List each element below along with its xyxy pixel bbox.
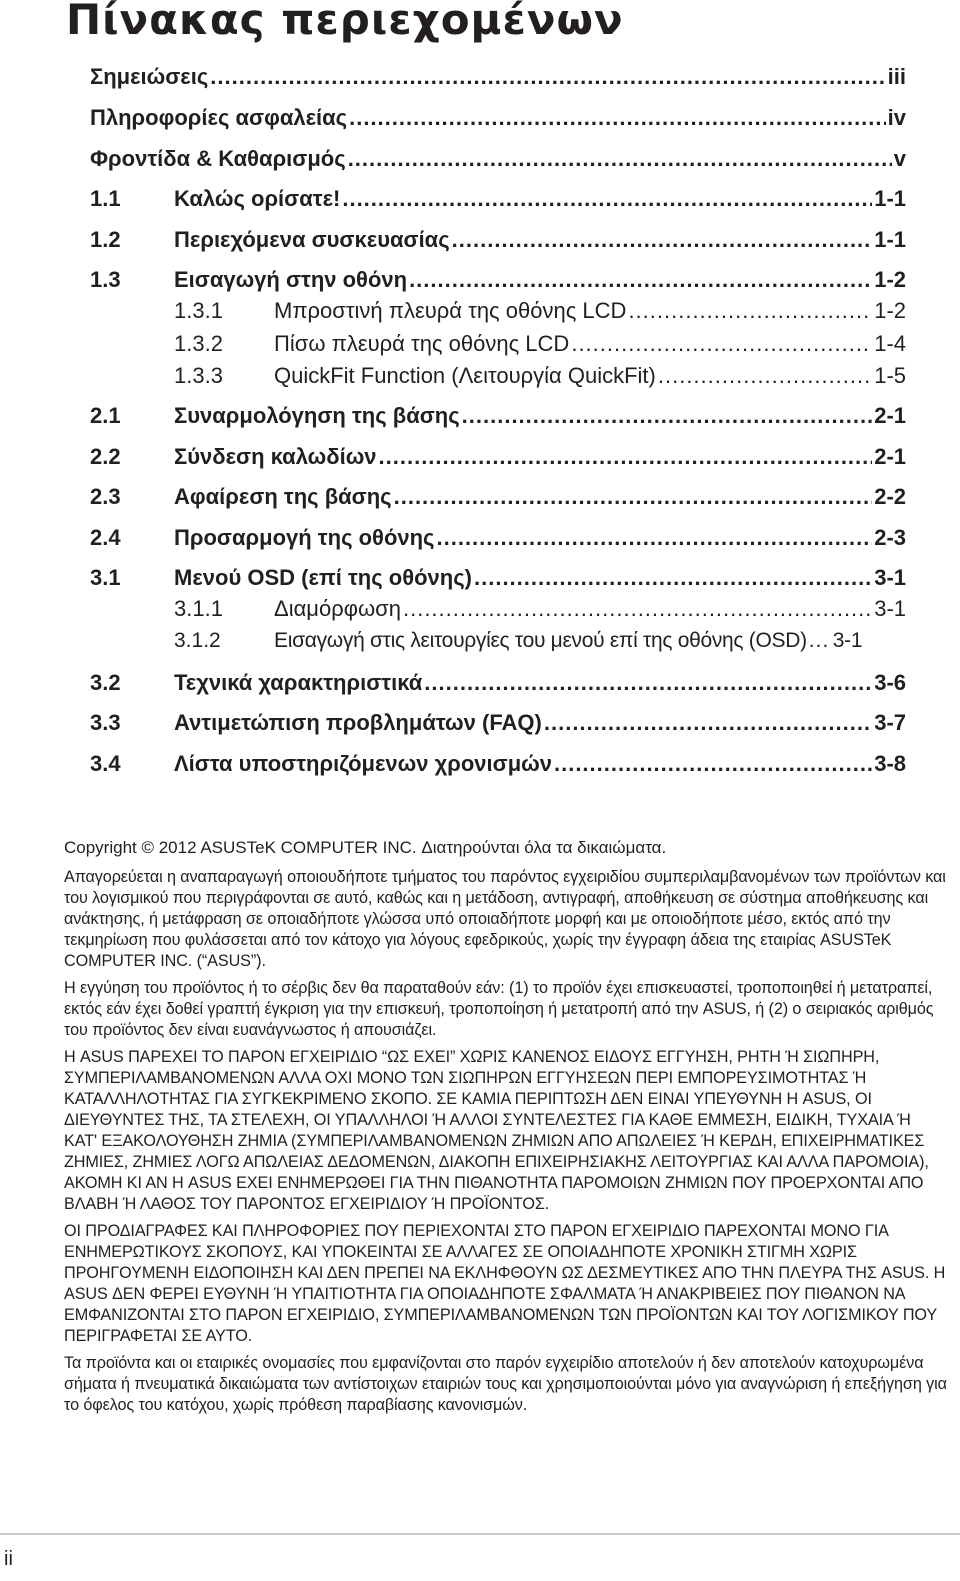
toc-entry-3-1[interactable] [90,563,906,593]
toc-entry-label: QuickFit Function (Λειτουργία QuickFit) [274,363,656,388]
toc-leader-dots [403,594,872,624]
toc-entry-label: Σημειώσεις [90,64,209,89]
toc-entry-page: 1-1 [874,186,906,211]
legal-paragraph-specifications: ΟΙ ΠΡΟΔΙΑΓΡΑΦΕΣ ΚΑΙ ΠΛΗΡΟΦΟΡΙΕΣ ΠΟΥ ΠΕΡΙΕΧΟΝΤΑΙ ΣΤΟ ΠΑΡΟΝ ΕΓΧΕΙΡΙΔΙΟ ΠΑΡΕΧΟΝΤΑΙ ΜΟΝΟ ΓΙΑ ΕΝΗΜΕΡΩΤΙΚΟΥΣ ΣΚΟΠΟΥΣ, ΚΑΙ ΥΠΟΚΕΙΝΤΑΙ ΣΕ ΑΛΛΑΓΕΣ ΣΕ ΟΠΟΙΑΔΗΠΟΤΕ ΧΡΟΝΙΚΗ ΣΤΙΓΜΗ ΧΩΡΙΣ ΠΡΟΗΓΟΥΜΕΝΗ ΕΙΔΟΠΟΙΗΣΗ ΚΑΙ ΔΕΝ ΠΡΕΠΕΙ ΝΑ ΕΚΛΗΦΘΟΥΝ ΩΣ ΔΕΣΜΕΥΤΙΚΕΣ ΑΠΟ ΤΗΝ ΠΛΕΥΡΑ ΤΗΣ ASUS. Η ASUS ΔΕΝ ΦΕΡΕΙ ΕΥΘΥΝΗ Ή ΥΠΑΙΤΙΟΤΗΤΑ ΓΙΑ ΟΠΟΙΑΔΗΠΟΤΕ ΣΦΑΛΜΑΤΑ Ή ΑΝΑΚΡΙΒΕΙΕΣ ΠΟΥ ΠΙΘΑΝΟΝ ΝΑ ΕΜΦΑΝΙΖΟΝΤΑΙ ΣΤΟ ΠΑΡΟΝ ΕΓΧΕΙΡΙΔΙΟ, ΣΥΜΠΕΡΙΛΑΜΒΑΝΟΜΕΝΩΝ ΤΩΝ ΠΡΟΪΟΝΤΩΝ ΚΑΙ ΤΟΥ ΛΟΓΙΣΜΙΚΟΥ ΠΟΥ ΠΕΡΙΓΡΑΦΕΤΑΙ ΣΕ ΑΥΤΟ. [64,1222,946,1345]
toc-leader-dots [348,144,892,174]
toc-entry-page: 1-2 [874,298,906,323]
page-title: Πίνακας περιεχομένων [66,0,624,44]
toc-entry-3-3[interactable] [90,708,906,738]
toc-entry-2-3[interactable] [90,482,906,512]
toc-entry-label: Περιεχόμενα συσκευασίας [174,227,450,252]
toc-entry-number: 2.2 [90,444,121,469]
legal-paragraph-trademarks: Τα προϊόντα και οι εταιρικές ονομασίες που εμφανίζονται στο παρόν εγχειρίδιο αποτελούν ή δεν αποτελούν κατοχυρωμένα σήματα ή πνευματικά δικαιώματα των αντίστοιχων εταιριών τους και χρησιμοποιούνται μόνο για αναγνώριση ή επεξήγηση για το όφελος του κατόχου, χωρίς πρόθεση παραβίασης κανονισμών. [64,1354,947,1414]
toc-entry-page: 3-7 [874,710,906,735]
toc-entry-label: Διαμόρφωση [274,596,401,621]
toc-entry-label: Φροντίδα & Καθαρισμός [90,146,346,171]
toc-entry-2-2[interactable] [90,442,906,472]
toc-entry-page: 3-1 [874,596,906,621]
footer-divider [0,1533,960,1535]
toc-entry-label: Μπροστινή πλευρά της οθόνης LCD [274,298,627,323]
toc-entry-number: 3.1.1 [174,596,223,621]
toc-entry-page: iv [887,105,906,130]
toc-entry-3-1-1[interactable] [174,594,906,624]
toc-leader-dots [424,668,872,698]
table-of-contents [0,0,960,790]
toc-entry-number: 2.1 [90,403,121,428]
toc-leader-dots [349,103,886,133]
toc-entry-label: Σύνδεση καλωδίων [174,444,377,469]
toc-entry-3-2[interactable] [90,668,906,698]
toc-entry-number: 3.3 [90,710,121,735]
toc-entry-label: Πληροφορίες ασφαλείας [90,105,348,130]
toc-entry-number: 1.1 [90,186,121,211]
toc-entry-page: 3-1 [874,565,906,590]
toc-entry-label: Αφαίρεση της βάσης [174,484,392,509]
toc-entry-care[interactable] [90,144,906,174]
toc-leader-dots [437,523,873,553]
toc-entry-number: 3.1 [90,565,121,590]
toc-entry-label: Πίσω πλευρά της οθόνης LCD [274,331,570,356]
toc-entry-label: Εισαγωγή στις λειτουργίες του μενού επί της οθόνης (OSD) [274,629,807,652]
toc-entry-3-4[interactable] [90,749,906,779]
toc-entry-page: 2-1 [874,403,906,428]
toc-entry-label: Εισαγωγή στην οθόνη [174,267,408,292]
toc-entry-number: 3.4 [90,751,121,776]
toc-leader-dots [554,749,872,779]
toc-entry-number: 1.2 [90,227,121,252]
toc-entry-page: 1-2 [874,267,906,292]
toc-entry-page: iii [887,64,906,89]
toc-entry-page: 3-8 [874,751,906,776]
toc-entry-page: v [893,146,906,171]
toc-entry-page: 3-1 [832,629,863,652]
toc-entry-1-2[interactable] [90,225,906,255]
toc-entry-page: 2-2 [874,484,906,509]
toc-entry-number: 1.3.2 [174,331,223,356]
legal-notice [64,836,948,1422]
toc-entry-3-1-2[interactable] [174,626,908,656]
toc-entry-page: 1-5 [874,363,906,388]
toc-entry-1-3-3[interactable] [174,361,906,391]
toc-entry-notices[interactable] [90,62,906,92]
toc-entry-1-3-2[interactable] [174,329,906,359]
page-number: ii [4,1548,13,1570]
toc-leader-dots [379,442,873,472]
toc-entry-1-1[interactable] [90,184,906,214]
toc-entry-label: Συναρμολόγηση της βάσης [174,403,460,428]
toc-entry-page: 2-3 [874,525,906,550]
toc-entry-number: 3.1.2 [174,629,221,652]
toc-leader-dots [342,184,872,214]
toc-leader-dots [210,62,885,92]
toc-entry-number: 3.2 [90,670,121,695]
toc-entry-number: 2.4 [90,525,121,550]
toc-entry-page: 1-1 [874,227,906,252]
toc-entry-page: 3-6 [874,670,906,695]
toc-entry-label: Λίστα υποστηριζόμενων χρονισμών [174,751,552,776]
toc-entry-label: Μενού OSD (επί της οθόνης) [174,565,472,590]
toc-leader-dots [394,482,873,512]
toc-entry-label: Προσαρμογή της οθόνης [174,525,435,550]
legal-paragraph-warranty: Η εγγύηση του προϊόντος ή το σέρβις δεν θα παραταθούν εάν: (1) το προϊόν έχει επισκευαστεί, τροποποιηθεί ή μετατραπεί, εκτός εάν έχει δοθεί γραπτή έγκριση για την επισκευή, τροποποίηση ή μετατροπή από την ASUS, ή (2) ο σειριακός αριθμός του προϊόντος δεν είναι ευανάγνωστος ή απουσιάζει. [64,979,934,1039]
toc-entry-label: Τεχνικά χαρακτηριστικά [174,670,423,695]
toc-entry-1-3-1[interactable] [174,296,906,326]
legal-paragraph-reproduction: Απαγορεύεται η αναπαραγωγή οποιουδήποτε τμήματος του παρόντος εγχειριδίου συμπεριλαμβανομένων των προϊόντων και του λογισμικού που περιγράφονται σε αυτό, καθώς και η μετάδοση, αντιγραφή, αποθήκευση σε σύστημα αποθήκευσης και ανάκτησης, ή μετάφραση σε οποιαδήποτε γλώσσα υπό οποιαδήποτε μορφή και με οποιοδήποτε μέσο, εκτός από την τεκμηρίωση που φυλάσσεται από τον κάτοχο για λόγους εφεδρικούς, χωρίς την έγγραφη άδεια της εταιρίας ASUSTeK COMPUTER INC. (“ASUS”). [64,868,946,970]
toc-leader-dots [544,708,872,738]
toc-entry-1-3[interactable] [90,265,906,295]
toc-entry-safety[interactable] [90,103,906,133]
legal-paragraph-disclaimer: Η ASUS ΠΑΡΕΧΕΙ ΤΟ ΠΑΡΟΝ ΕΓΧΕΙΡΙΔΙΟ “ΩΣ ΕΧΕΙ” ΧΩΡΙΣ ΚΑΝΕΝΟΣ ΕΙΔΟΥΣ ΕΓΓΥΗΣΗ, ΡΗΤΗ Ή ΣΙΩΠΗΡΗ, ΣΥΜΠΕΡΙΛΑΜΒΑΝΟΜΕΝΩΝ ΑΛΛΑ ΟΧΙ ΜΟΝΟ ΤΩΝ ΣΙΩΠΗΡΩΝ ΕΓΓΥΗΣΕΩΝ ΠΕΡΙ ΕΜΠΟΡΕΥΣΙΜΟΤΗΤΑΣ Ή ΚΑΤΑΛΛΗΛΟΤΗΤΑΣ ΓΙΑ ΣΥΓΚΕΚΡΙΜΕΝΟ ΣΚΟΠΟ. ΣΕ ΚΑΜΙΑ ΠΕΡΙΠΤΩΣΗ ΔΕΝ ΕΙΝΑΙ ΥΠΕΥΘΥΝΗ Η ASUS, ΟΙ ΔΙΕΥΘΥΝΤΕΣ ΤΗΣ, ΤΑ ΣΤΕΛΕΧΗ, ΟΙ ΥΠΑΛΛΗΛΟΙ Ή ΑΛΛΟΙ ΣΥΝΤΕΛΕΣΤΕΣ ΓΙΑ ΚΑΘΕ ΕΜΜΕΣΗ, ΕΙΔΙΚΗ, ΤΥΧΑΙΑ Ή ΚΑΤ' ΕΞΑΚΟΛΟΥΘΗΣΗ ΖΗΜΙΑ (ΣΥΜΠΕΡΙΛΑΜΒΑΝΟΜΕΝΩΝ ΖΗΜΙΩΝ ΑΠΟ ΑΠΩΛΕΙΕΣ Ή ΚΕΡΔΗ, ΕΠΙΧΕΙΡΗΜΑΤΙΚΕΣ ΖΗΜΙΕΣ, ΖΗΜΙΕΣ ΛΟΓΩ ΑΠΩΛΕΙΑΣ ΔΕΔΟΜΕΝΩΝ, ΔΙΑΚΟΠΗ ΕΠΙΧΕΙΡΗΣΙΑΚΗΣ ΛΕΙΤΟΥΡΓΙΑΣ ΚΑΙ ΑΛΛΑ ΠΑΡΟΜΟΙΑ), ΑΚΟΜΗ ΚΙ ΑΝ Η ASUS ΕΧΕΙ ΕΝΗΜΕΡΩΘΕΙ ΓΙΑ ΤΗΝ ΠΙΘΑΝΟΤΗΤΑ ΠΑΡΟΜΟΙΩΝ ΖΗΜΙΩΝ ΠΟΥ ΠΡΟΕΡΧΟΝΤΑΙ ΑΠΟ ΒΛΑΒΗ Ή ΛΑΘΟΣ ΤΟΥ ΠΑΡΟΝΤΟΣ ΕΓΧΕΙΡΙΔΙΟΥ Ή ΠΡΟΪΟΝΤΟΣ. [64,1048,929,1213]
toc-leader-dots [809,626,831,656]
toc-leader-dots [658,361,872,391]
toc-entry-page: 1-4 [874,331,906,356]
toc-leader-dots [571,329,872,359]
toc-entry-number: 1.3.3 [174,363,223,388]
toc-leader-dots [452,225,873,255]
toc-entry-number: 1.3.1 [174,298,223,323]
toc-entry-2-4[interactable] [90,523,906,553]
copyright-line: Copyright © 2012 ASUSTeK COMPUTER INC. Διατηρούνται όλα τα δικαιώματα. [64,838,667,857]
toc-entry-label: Αντιμετώπιση προβλημάτων (FAQ) [174,710,542,735]
toc-leader-dots [628,296,872,326]
toc-entry-number: 2.3 [90,484,121,509]
toc-entry-2-1[interactable] [90,401,906,431]
toc-leader-dots [474,563,872,593]
toc-entry-page: 2-1 [874,444,906,469]
toc-entry-number: 1.3 [90,267,121,292]
toc-leader-dots [409,265,872,295]
toc-leader-dots [462,401,873,431]
toc-entry-label: Καλώς ορίσατε! [174,186,341,211]
